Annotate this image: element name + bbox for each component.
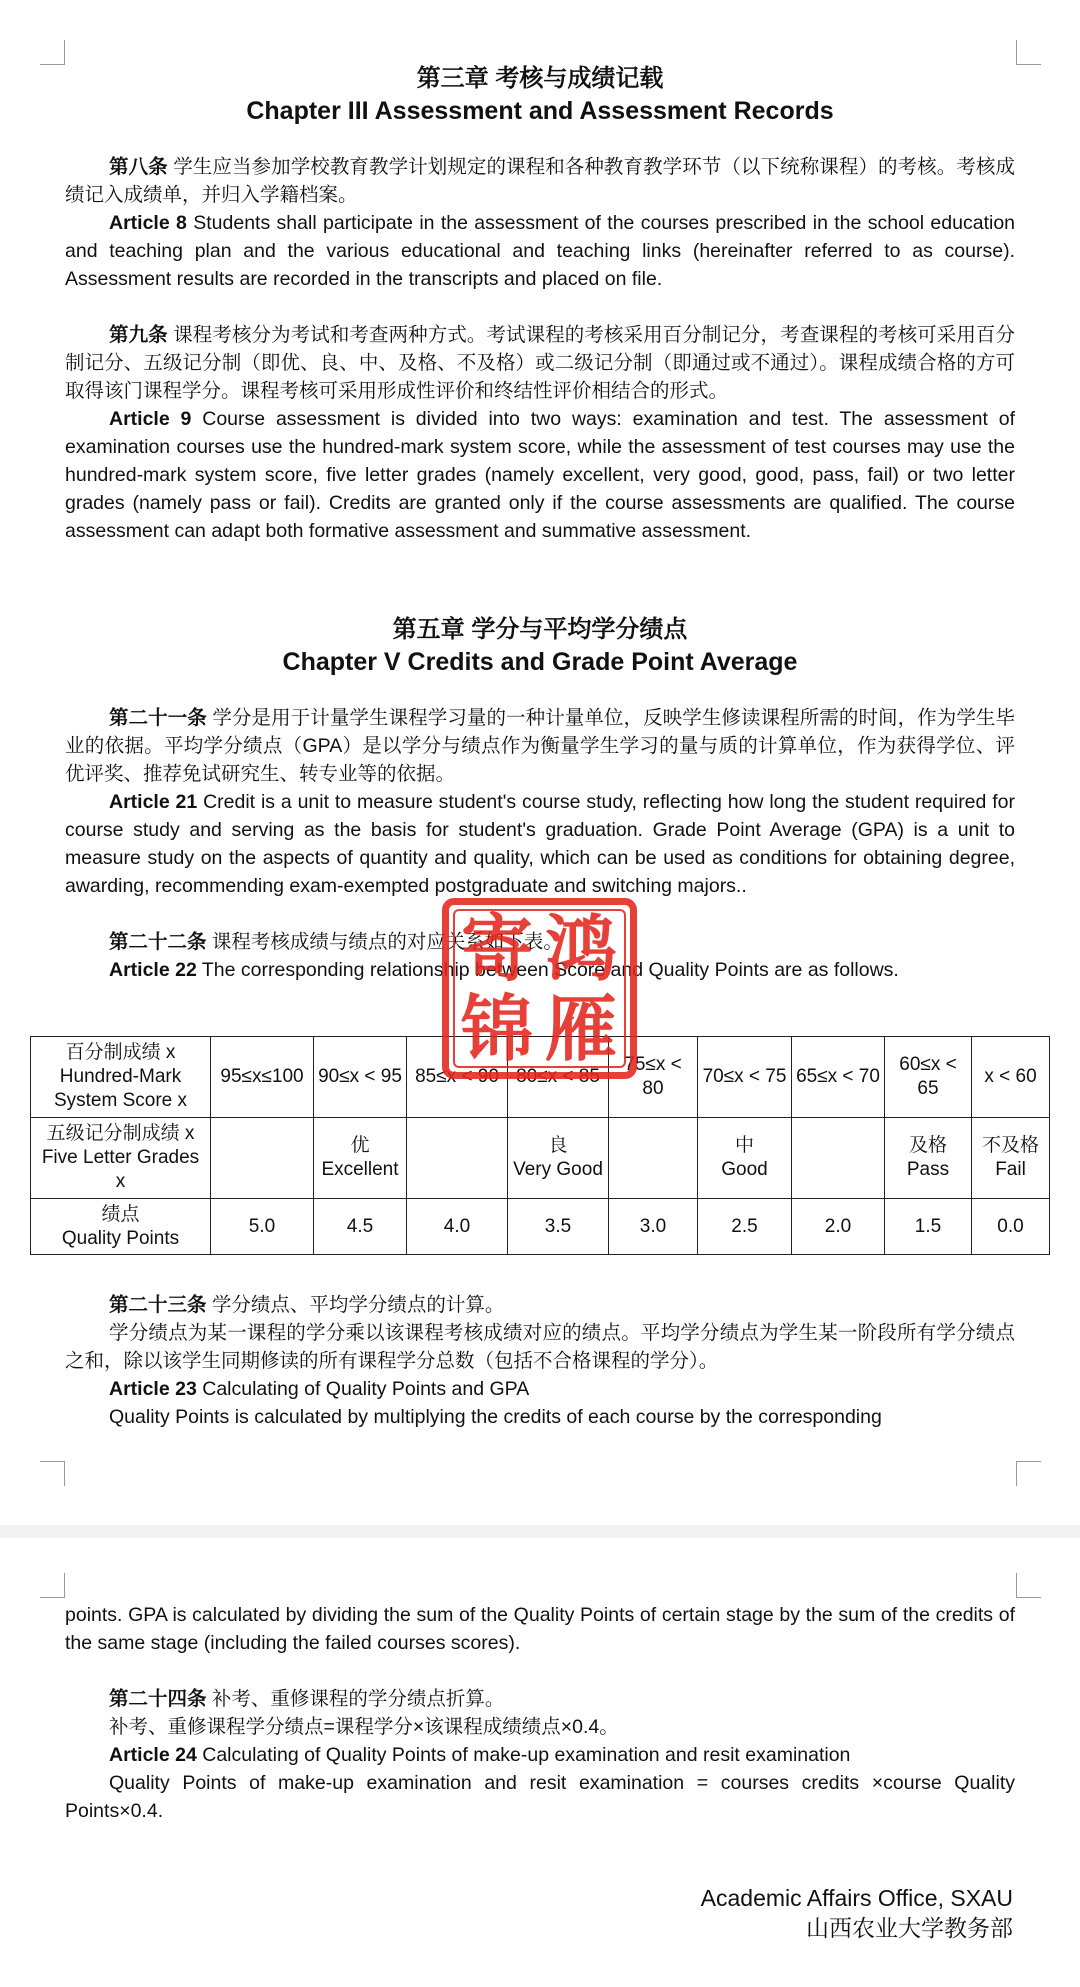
article-21-en: Article 21 Credit is a unit to measure student's course study, reflecting how long the student required for course study and serving as the basis for student's graduation. Grade Point Average (GPA) is a unit to measure study on the aspects of quantity and quality, which can be used as conditions for obtaining degree, awarding, recommending exam-exempted postgraduate and switching majors.. (65, 791, 1015, 897)
letter-grade-cell: 优 Excellent (314, 1118, 407, 1199)
signature-en: Academic Affairs Office, SXAU (700, 1885, 1013, 1911)
crop-mark (40, 1573, 65, 1598)
quality-point-cell: 4.0 (407, 1199, 508, 1255)
quality-point-cell: 1.5 (885, 1199, 972, 1255)
letter-grade-cell: 不及格 Fail (972, 1118, 1050, 1199)
crop-mark (1016, 40, 1041, 65)
article-23-cn: 第二十三条 学分绩点、平均学分绩点的计算。 (109, 1294, 505, 1316)
quality-point-cell: 0.0 (972, 1199, 1050, 1255)
letter-grade-cell: 良 Very Good (508, 1118, 609, 1199)
letter-grade-cell (211, 1118, 314, 1199)
article-24-en: Article 24 Calculating of Quality Points of make-up examination and resit examination (109, 1744, 851, 1766)
score-range-cell: 80≤x < 85 (508, 1037, 609, 1118)
article-23-continuation: points. GPA is calculated by dividing the sum of the Quality Points of certain stage by the sum of the credits of the same stage (including the failed courses scores). (65, 1604, 1015, 1654)
page-2-body (65, 1601, 1015, 1825)
chapter-5-title-en: Chapter V Credits and Grade Point Average (282, 648, 798, 676)
score-range-cell: 60≤x < 65 (885, 1037, 972, 1118)
seal-char: 鸿 (544, 906, 617, 991)
letter-grade-cell (407, 1118, 508, 1199)
crop-mark (1016, 1461, 1041, 1486)
quality-point-cell: 4.5 (314, 1199, 407, 1255)
article-23-section (65, 1291, 1015, 1431)
article-9-cn: 第九条 课程考核分为考试和考查两种方式。考试课程的考核采用百分制记分，考查课程的考核可采用百分制记分、五级记分制（即优、良、中、及格、不及格）或二级记分制（即通过或不通过）。课程成绩合格的方可取得该门课程学分。课程考核可采用形成性评价和终结性评价相结合的形式。 (65, 324, 1015, 402)
article-21-cn: 第二十一条 学分是用于计量学生课程学习量的一种计量单位，反映学生修读课程所需的时间，作为学生毕业的依据。平均学分绩点（GPA）是以学分与绩点作为衡量学生学习的量与质的计算单位，作为获得学位、评优评奖、推荐免试研究生、转专业等的依据。 (65, 707, 1015, 785)
chapter-3-section (65, 63, 1015, 545)
crop-mark (40, 1461, 65, 1486)
row-header-quality-points: 绩点 Quality Points (31, 1199, 211, 1255)
signature-cn: 山西农业大学教务部 (806, 1915, 1013, 1941)
letter-grade-cell (792, 1118, 885, 1199)
article-24-cn-body: 补考、重修课程学分绩点=课程学分×该课程成绩绩点×0.4。 (109, 1716, 619, 1738)
score-range-cell: 90≤x < 95 (314, 1037, 407, 1118)
score-range-cell: 75≤x < 80 (609, 1037, 698, 1118)
chapter-3-title-en: Chapter III Assessment and Assessment Records (246, 97, 834, 125)
quality-point-cell: 3.5 (508, 1199, 609, 1255)
quality-point-cell: 2.5 (698, 1199, 792, 1255)
article-22-cn: 第二十二条 课程考核成绩与绩点的对应关系如下表。 (109, 931, 563, 953)
red-seal-stamp (442, 898, 637, 1079)
letter-grade-row (31, 1118, 1050, 1199)
article-9-en: Article 9 Course assessment is divided into two ways: examination and test. The assessment of examination courses use the hundred-mark system score, while the assessment of test courses may use the hundred-mark system score, five letter grades (namely excellent, very good, good, pass, fail) or two letter grades (namely pass or fail). Credits are granted only if the course assessments are qualified. The course assessment can adapt both formative assessment and summative assessment. (65, 408, 1015, 542)
score-range-cell: 65≤x < 70 (792, 1037, 885, 1118)
row-header-score: 百分制成绩 x Hundred-Mark System Score x (31, 1037, 211, 1118)
seal-char: 雁 (544, 986, 617, 1071)
score-range-cell: 95≤x≤100 (211, 1037, 314, 1118)
article-8-en: Article 8 Students shall participate in the assessment of the courses prescribed in the school education and teaching plan and the various educational and teaching links (hereinafter referred to as course). Assessment results are recorded in the transcripts and placed on file. (65, 212, 1016, 290)
document-page-2 (0, 1538, 1080, 1987)
score-range-cell: x < 60 (972, 1037, 1050, 1118)
crop-mark (40, 40, 65, 65)
article-23-en-body: Quality Points is calculated by multiplying the credits of each course by the corresponding (109, 1406, 882, 1428)
article-23-en: Article 23 Calculating of Quality Points and GPA (109, 1378, 530, 1400)
chapter-3-title-cn: 第三章 考核与成绩记载 (416, 65, 664, 92)
score-range-cell: 85≤x < 90 (407, 1037, 508, 1118)
quality-point-cell: 3.0 (609, 1199, 698, 1255)
article-23-cn-body: 学分绩点为某一课程的学分乘以该课程考核成绩对应的绩点。平均学分绩点为学生某一阶段所有学分绩点之和，除以该学生同期修读的所有课程学分总数（包括不合格课程的学分）。 (65, 1322, 1015, 1372)
chapter-5-title-cn: 第五章 学分与平均学分绩点 (392, 616, 688, 643)
seal-char: 锦 (460, 986, 533, 1071)
score-range-cell: 70≤x < 75 (698, 1037, 792, 1118)
quality-point-cell: 2.0 (792, 1199, 885, 1255)
quality-points-row (31, 1199, 1050, 1255)
signature-block (701, 1883, 1013, 1943)
seal-char: 寄 (460, 906, 533, 991)
article-22-en: Article 22 The corresponding relationship between Score and Quality Points are as follows. (109, 959, 899, 981)
letter-grade-cell: 中 Good (698, 1118, 792, 1199)
row-header-letter-grade: 五级记分制成绩 x Five Letter Grades x (31, 1118, 211, 1199)
letter-grade-cell: 及格 Pass (885, 1118, 972, 1199)
article-8-cn: 第八条 学生应当参加学校教育教学计划规定的课程和各种教育教学环节（以下统称课程）的考核。考核成绩记入成绩单，并归入学籍档案。 (65, 156, 1015, 206)
article-24-en-body: Quality Points of make-up examination and resit examination = courses credits ×course Quality Points×0.4. (65, 1772, 1015, 1822)
letter-grade-cell (609, 1118, 698, 1199)
crop-mark (1016, 1573, 1041, 1598)
article-24-cn: 第二十四条 补考、重修课程的学分绩点折算。 (109, 1688, 505, 1710)
quality-point-cell: 5.0 (211, 1199, 314, 1255)
